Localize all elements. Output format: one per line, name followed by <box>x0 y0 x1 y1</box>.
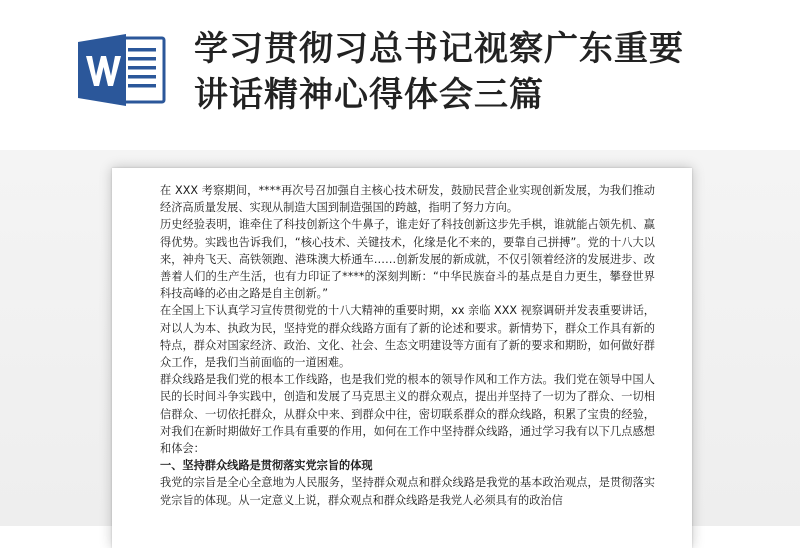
paragraph: 群众线路是我们党的根本工作线路，也是我们党的根本的领导作风和工作方法。我们党在领导中国人民的长时间斗争实践中，创造和发展了马克思主义的群众观点，提出并坚持了一切为了群众、一切相信群众、一切依托群众，从群众中来、到群众中往，密切联系群众的群众线路，积累了宝贵的经验，对我们在新时期做好工作具有重要的作用，如何在工作中坚持群众线路，通过学习我有以下几点感想和体会： <box>160 373 655 456</box>
section-heading: 一、坚持群众线路是贯彻落实党宗旨的体现 <box>160 459 373 473</box>
paragraph: 在全国上下认真学习宣传贯彻党的十八大精神的重要时期，xx 亲临 XXX 视察调研并发表重要讲话，对以人为本、执政为民，坚持党的群众线路方面有了新的论述和要求。新情势下，群众工作具有新的特点，群众对国家经济、政治、文化、社会、生态文明建设等方面有了新的要求和期盼，如何做好群众工作，是我们当前面临的一道困难。 <box>160 304 655 370</box>
title-line-2: 讲话精神心得体会三篇 <box>194 75 544 115</box>
word-document-icon <box>76 32 168 108</box>
document-body <box>160 182 655 509</box>
paragraph: 历史经验表明，谁牵住了科技创新这个牛鼻子，谁走好了科技创新这步先手棋，谁就能占领先机、赢得优势。实践也告诉我们，“核心技术、关键技术，化缘是化不来的，要靠自己拼搏”。党的十八大以来，神舟飞天、高铁领跑、港珠澳大桥通车……创新发展的新成就，不仅引领着经济的发展进步、改善着人们的生产生活，也有力印证了****的深刻判断：“中华民族奋斗的基点是自力更生，攀登世界科技高峰的必由之路是自主创新。” <box>160 218 655 301</box>
title-line-1: 学习贯彻习总书记视察广东重要 <box>194 29 684 69</box>
document-page <box>112 168 692 548</box>
page-title <box>194 26 754 118</box>
header <box>0 0 800 160</box>
paragraph: 在 XXX 考察期间，****再次号召加强自主核心技术研发，鼓励民营企业实现创新发展，为我们推动经济高质量发展、实现从制造大国到制造强国的跨越，指明了努力方向。 <box>160 184 655 215</box>
paragraph: 我党的宗旨是全心全意地为人民服务，坚持群众观点和群众线路是我党的基本政治观点，是贯彻落实党宗旨的体现。从一定意义上说，群众观点和群众线路是我党人必须具有的政治信 <box>160 476 655 507</box>
